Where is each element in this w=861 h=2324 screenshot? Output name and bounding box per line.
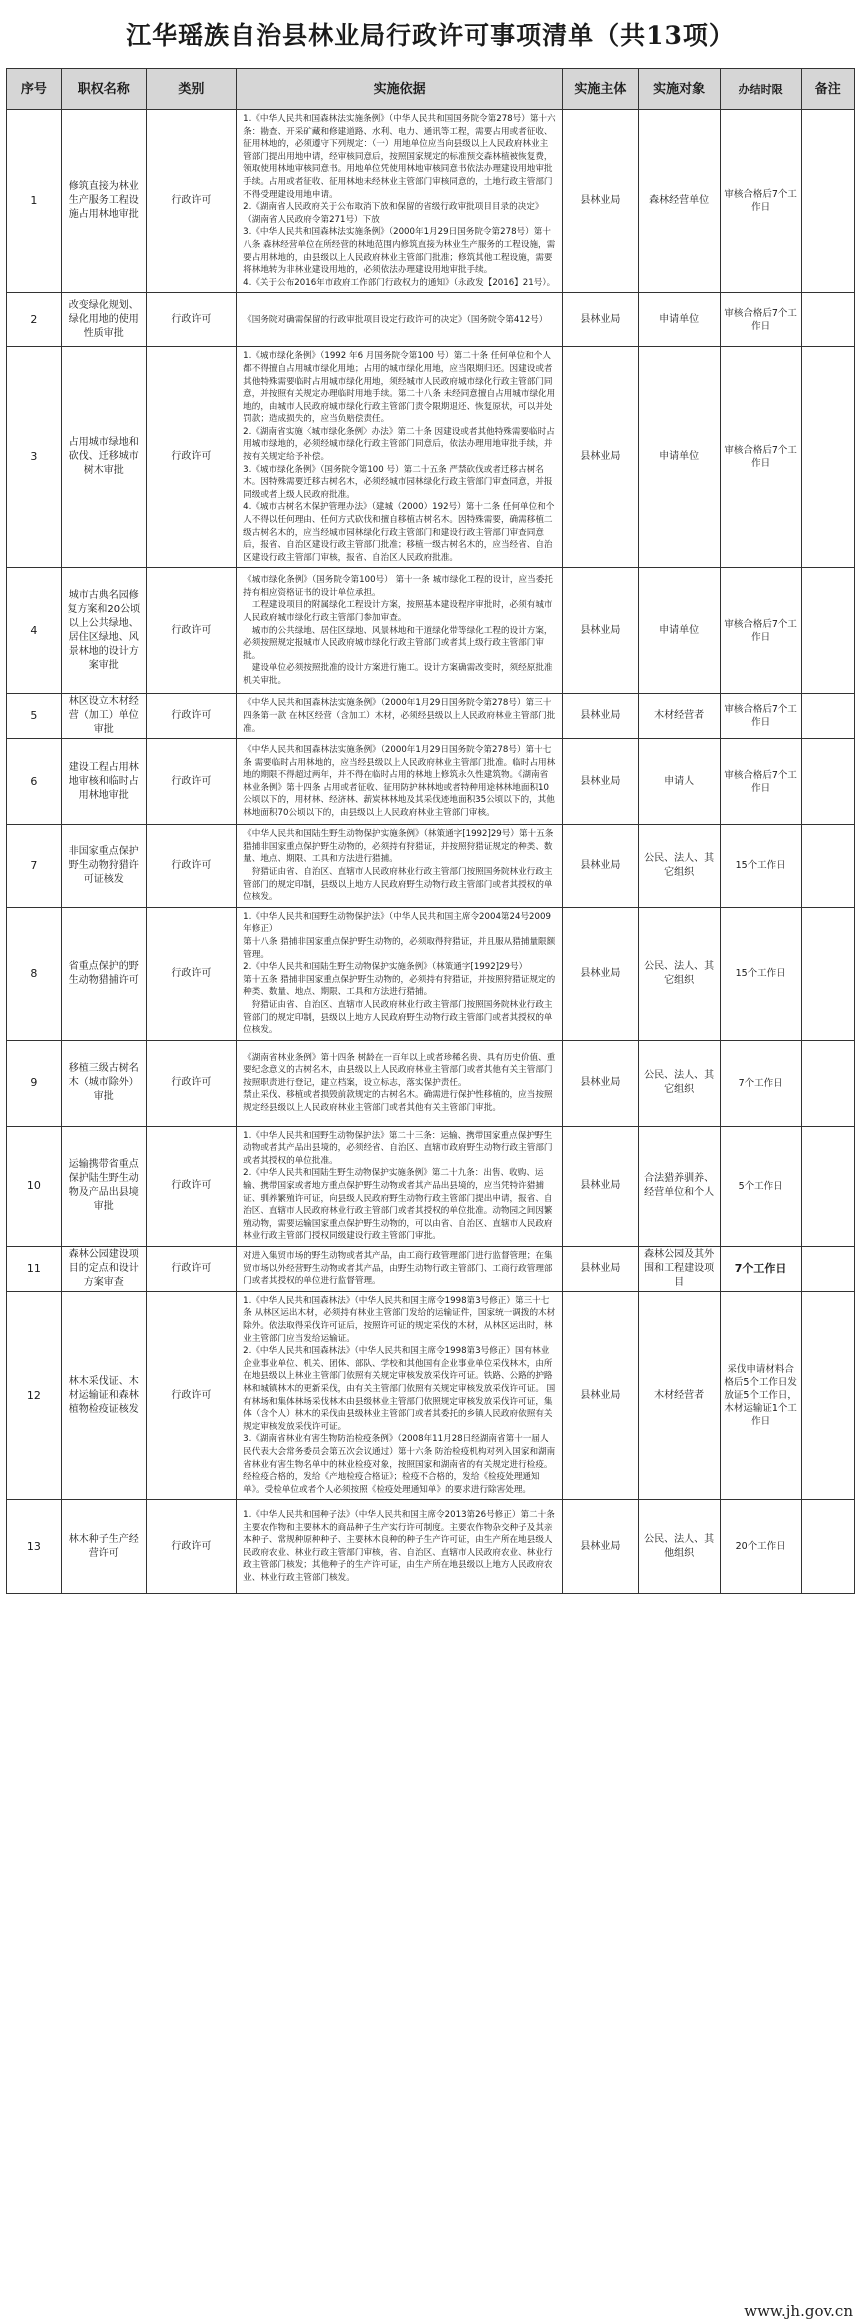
table-row xyxy=(7,907,855,1040)
row-object: 木材经营者 xyxy=(638,694,720,739)
row-category: 行政许可 xyxy=(146,1247,236,1292)
row-remark xyxy=(801,739,854,825)
row-object: 申请人 xyxy=(638,739,720,825)
row-basis: 1.《中华人民共和国森林法》（中华人民共和国主席令1998第3号修正）第三十七条 从林区运出木材，必须持有林业主管部门发给的运输证件，国家统一调拨的木材除外。依法取得采伐许可证后，按照许可证的规定采伐的木材，从林区运出时，林业主管部门应当发给运输证。 2.《中华人民共和国森林法》（中华人民共和国主席令1998第3号修正）国有林业企业事业单位、机关、团体、部队、学校和其他国有企业事业单位采伐林木，由所在地县级以上林业主管部门依照有关规定审核发放采伐许可证。铁路、公路的护路林和城镇林木的更新采伐，由有关主管部门依照有关规定审核发放采伐许可证。 国有林场和集体林场采伐林木由县级林业主管部门依照规定审核发放采伐许可证，集体（含个人）林木的采伐由县级林业主管部门或者其委托的乡镇人民政府依照有关规定审核发放采伐许可证。 3.《湖南省林业有害生物防治检疫条例》（2008年11月28日经湖南省第十一届人民代表大会常务委员会第五次会议通过）第十六条 防治检疫机构对列入国家和湖南省林业有害生物名单中的林业检疫对象，按照国家和湖南省的有关规定进行检疫。经检疫合格的，发给《产地检疫合格证》；检疫不合格的，发给《检疫处理通知单》。受检单位或者个人必须按照《检疫处理通知单》的要求进行除害处理。 xyxy=(237,1291,563,1500)
row-object: 公民、法人、其它组织 xyxy=(638,825,720,908)
page-title: 江华瑶族自治县林业局行政许可事项清单（共13项） xyxy=(126,21,735,50)
row-no: 2 xyxy=(7,293,62,347)
row-no: 9 xyxy=(7,1040,62,1126)
row-subject: 县林业局 xyxy=(563,1040,638,1126)
row-remark xyxy=(801,110,854,293)
row-no: 1 xyxy=(7,110,62,293)
table-row xyxy=(7,110,855,293)
row-basis: 1.《中华人民共和国森林法实施条例》（中华人民共和国国务院令第278号）第十六条：勘查、开采矿藏和修建道路、水利、电力、通讯等工程，需要占用或者征收、征用林地的，必须遵守下列规定：（一）用地单位应当向县级以上人民政府林业主管部门提出用地申请，经审核同意后，按照国家规定的标准预交森林植被恢复费，领取使用林地审核同意书。用地单位凭使用林地审核同意书依法办理建设用地审批手续。占用或者征收、征用林地未经林业主管部门审核同意的，土地行政主管部门不得受理建设用地申请。 2.《湖南省人民政府关于公布取消下放和保留的省级行政审批项目目录的决定》（湖南省人民政府令第271号）下放 3.《中华人民共和国森林法实施条例》（2000年1月29日国务院令第278号）第十八条 森林经营单位在所经营的林地范围内修筑直接为林业生产服务的工程设施，需要占用林地的，由县级以上人民政府林业主管部门批准；修筑其他工程设施，需要将林地转为非林业建设用地的，必须依法办理建设用地审批手续。 4.《关于公布2016年市政府工作部门行政权力的通知》（永政发【2016】21号）。 xyxy=(237,110,563,293)
table-row xyxy=(7,568,855,694)
row-category: 行政许可 xyxy=(146,293,236,347)
row-no: 11 xyxy=(7,1247,62,1292)
row-subject: 县林业局 xyxy=(563,1126,638,1246)
row-time-limit: 审核合格后7个工作日 xyxy=(720,694,801,739)
row-category: 行政许可 xyxy=(146,1291,236,1500)
row-remark xyxy=(801,347,854,568)
row-basis: 1.《城市绿化条例》（1992 年6 月国务院令第100 号）第二十条 任何单位和个人都不得擅自占用城市绿化用地；占用的城市绿化用地，应当限期归还。因建设或者其他特殊需要临时占用城市绿化用地，须经城市人民政府城市绿化行政主管部门同意，并按照有关规定办理临时用地手续。第二十八条 未经同意擅自占用城市绿化用地的，由城市人民政府城市绿化行政主管部门责令限期退还、恢复原状，可以并处罚款；造成损失的，应当负赔偿责任。 2.《湖南省实施〈城市绿化条例〉办法》第二十条 因建设或者其他特殊需要临时占用城市绿地的，必须经城市绿化行政主管部门同意后，依法办理用地审批手续，并按有关规定给予补偿。 3.《城市绿化条例》（国务院令第100 号）第二十五条 严禁砍伐或者迁移古树名木。因特殊需要迁移古树名木，必须经城市园林绿化行政主管部门审查同意，并报同级或者上级人民政府批准。 4.《城市古树名木保护管理办法》（建城（2000）192号）第十二条 任何单位和个人不得以任何理由、任何方式砍伐和擅自移植古树名木。因特殊需要，确需移植二级古树名木的，应当经城市园林绿化行政主管部门和建设行政主管部门审查同意后，报省、自治区建设行政主管部门批准；移植一级古树名木的，应当经省、自治区建设行政主管部门审核，报省、自治区人民政府批准。 xyxy=(237,347,563,568)
row-time-limit: 7个工作日 xyxy=(720,1040,801,1126)
row-no: 13 xyxy=(7,1500,62,1594)
row-time-limit: 采伐申请材料合格后5个工作日发放证5个工作日，木材运输证1个工作日 xyxy=(720,1291,801,1500)
row-object: 合法猎养驯养、经营单位和个人 xyxy=(638,1126,720,1246)
row-time-limit: 15个工作日 xyxy=(720,825,801,908)
row-remark xyxy=(801,907,854,1040)
header-time-limit: 办结时限 xyxy=(720,69,801,110)
row-category: 行政许可 xyxy=(146,110,236,293)
row-no: 4 xyxy=(7,568,62,694)
row-object: 公民、法人、其它组织 xyxy=(638,907,720,1040)
row-basis: 《中华人民共和国陆生野生动物保护实施条例》（林策通字[1992]29号）第十五条 猎捕非国家重点保护野生动物的，必须持有狩猎证，并按照狩猎证规定的种类、数量、地点、期限、工具和方法进行猎捕。 狩猎证由省、自治区、直辖市人民政府林业行政主管部门按照国务院林业行政主管部门的规定印制，县级以上地方人民政府野生动物行政主管部门或者其授权的单位核发。 xyxy=(237,825,563,908)
row-name: 林木采伐证、木材运输证和森林植物检疫证核发 xyxy=(61,1291,146,1500)
row-no: 10 xyxy=(7,1126,62,1246)
row-name: 占用城市绿地和砍伐、迁移城市树木审批 xyxy=(61,347,146,568)
row-basis: 《中华人民共和国森林法实施条例》（2000年1月29日国务院令第278号）第十七条 需要临时占用林地的，应当经县级以上人民政府林业主管部门批准。临时占用林地的期限不得超过两年，并不得在临时占用的林地上修筑永久性建筑物。《湖南省林业条例》第十四条 占用或者征收、征用防护林林地或者特种用途林林地面积10公顷以下的，用材林、经济林、薪炭林林地及其采伐迹地面积35公顷以下的，其他林地面积70公顷以下的，由县级以上人民政府林业主管部门审核。 xyxy=(237,739,563,825)
row-subject: 县林业局 xyxy=(563,110,638,293)
row-subject: 县林业局 xyxy=(563,907,638,1040)
row-subject: 县林业局 xyxy=(563,1500,638,1594)
table-row xyxy=(7,1040,855,1126)
row-object: 申请单位 xyxy=(638,347,720,568)
row-no: 5 xyxy=(7,694,62,739)
row-basis: 《中华人民共和国森林法实施条例》（2000年1月29日国务院令第278号）第三十四条第一款 在林区经营（含加工）木材，必须经县级以上人民政府林业主管部门批准。 xyxy=(237,694,563,739)
row-object: 申请单位 xyxy=(638,293,720,347)
table-row xyxy=(7,739,855,825)
row-subject: 县林业局 xyxy=(563,1247,638,1292)
row-name: 森林公园建设项目的定点和设计方案审查 xyxy=(61,1247,146,1292)
row-remark xyxy=(801,1247,854,1292)
row-category: 行政许可 xyxy=(146,1126,236,1246)
table-row xyxy=(7,825,855,908)
row-object: 公民、法人、其它组织 xyxy=(638,1040,720,1126)
row-subject: 县林业局 xyxy=(563,694,638,739)
row-category: 行政许可 xyxy=(146,1040,236,1126)
table-row xyxy=(7,347,855,568)
row-name: 省重点保护的野生动物猎捕许可 xyxy=(61,907,146,1040)
row-basis: 《国务院对确需保留的行政审批项目设定行政许可的决定》（国务院令第412号） xyxy=(237,293,563,347)
header-remark: 备注 xyxy=(801,69,854,110)
row-time-limit: 审核合格后7个工作日 xyxy=(720,739,801,825)
header-name: 职权名称 xyxy=(61,69,146,110)
row-time-limit: 5个工作日 xyxy=(720,1126,801,1246)
row-remark xyxy=(801,1500,854,1594)
row-remark xyxy=(801,1291,854,1500)
table-row xyxy=(7,694,855,739)
row-name: 林木种子生产经营许可 xyxy=(61,1500,146,1594)
row-time-limit: 审核合格后7个工作日 xyxy=(720,347,801,568)
permit-table xyxy=(6,68,855,1594)
row-no: 8 xyxy=(7,907,62,1040)
row-category: 行政许可 xyxy=(146,694,236,739)
row-category: 行政许可 xyxy=(146,907,236,1040)
row-time-limit: 审核合格后7个工作日 xyxy=(720,568,801,694)
row-basis: 《城市绿化条例》（国务院令第100号） 第十一条 城市绿化工程的设计，应当委托持有相应资格证书的设计单位承担。 工程建设项目的附属绿化工程设计方案，按照基本建设程序审批时，必须有城市人民政府城市绿化行政主管部门参加审查。 城市的公共绿地、居住区绿地、风景林地和干道绿化带等绿化工程的设计方案，必须按照规定报城市人民政府城市绿化行政主管部门或者其上级行政主管部门审批。 建设单位必须按照批准的设计方案进行施工。设计方案确需改变时，须经原批准机关审批。 xyxy=(237,568,563,694)
row-object: 森林经营单位 xyxy=(638,110,720,293)
row-remark xyxy=(801,293,854,347)
row-time-limit: 审核合格后7个工作日 xyxy=(720,293,801,347)
row-no: 7 xyxy=(7,825,62,908)
row-subject: 县林业局 xyxy=(563,347,638,568)
row-object: 公民、法人、其他组织 xyxy=(638,1500,720,1594)
row-remark xyxy=(801,568,854,694)
table-row xyxy=(7,1126,855,1246)
row-name: 移植三级古树名木（城市除外）审批 xyxy=(61,1040,146,1126)
row-object: 森林公园及其外围和工程建设项目 xyxy=(638,1247,720,1292)
row-category: 行政许可 xyxy=(146,1500,236,1594)
table-row xyxy=(7,293,855,347)
row-name: 林区设立木材经营（加工）单位审批 xyxy=(61,694,146,739)
table-header-row xyxy=(7,69,855,110)
row-no: 12 xyxy=(7,1291,62,1500)
row-object: 木材经营者 xyxy=(638,1291,720,1500)
header-subject: 实施主体 xyxy=(563,69,638,110)
row-category: 行政许可 xyxy=(146,347,236,568)
row-name: 运输携带省重点保护陆生野生动物及产品出县境审批 xyxy=(61,1126,146,1246)
row-remark xyxy=(801,825,854,908)
row-name: 非国家重点保护野生动物狩猎许可证核发 xyxy=(61,825,146,908)
row-time-limit: 15个工作日 xyxy=(720,907,801,1040)
header-category: 类别 xyxy=(146,69,236,110)
row-subject: 县林业局 xyxy=(563,1291,638,1500)
row-basis: 1.《中华人民共和国野生动物保护法》第二十三条：运输、携带国家重点保护野生动物或者其产品出县境的，必须经省、自治区、直辖市政府野生动物行政主管部门或者其授权的单位批准。 2.《中华人民共和国陆生野生动物保护实施条例》第二十九条：出售、收购、运输、携带国家或者地方重点保护野生动物或者其产品出县境的，应当凭特许猎捕证、驯养繁殖许可证，向县级人民政府野生动物行政主管部门提出申请，报省、自治区、直辖市人民政府林业行政主管部门或者其授权的单位批准。动物园之间因繁殖动物，需要运输国家重点保护野生动物的，可以由省、自治区、直辖市人民政府林业行政主管部门授权同级建设行政主管部门审批。 xyxy=(237,1126,563,1246)
row-basis: 1.《中华人民共和国种子法》（中华人民共和国主席令2013第26号修正）第二十条 主要农作物和主要林木的商品种子生产实行许可制度。主要农作物杂交种子及其亲本种子、常规种原种种子、主要林木良种的种子生产许可证，由生产所在地县级人民政府农业、林业行政主管部门审核，省、自治区、直辖市人民政府农业、林业行政主管部门核发；其他种子的生产许可证，由生产所在地县级以上地方人民政府农业、林业行政主管部门核发。 xyxy=(237,1500,563,1594)
row-no: 3 xyxy=(7,347,62,568)
row-remark xyxy=(801,694,854,739)
row-subject: 县林业局 xyxy=(563,293,638,347)
row-time-limit: 20个工作日 xyxy=(720,1500,801,1594)
row-category: 行政许可 xyxy=(146,739,236,825)
website-footer[interactable]: www.jh.gov.cn xyxy=(744,2302,853,2320)
header-object: 实施对象 xyxy=(638,69,720,110)
row-subject: 县林业局 xyxy=(563,568,638,694)
table-row xyxy=(7,1247,855,1292)
row-category: 行政许可 xyxy=(146,825,236,908)
row-object: 申请单位 xyxy=(638,568,720,694)
row-name: 城市古典名园修复方案和20公顷以上公共绿地、居住区绿地、风景林地的设计方案审批 xyxy=(61,568,146,694)
header-no: 序号 xyxy=(7,69,62,110)
row-name: 建设工程占用林地审核和临时占用林地审批 xyxy=(61,739,146,825)
row-basis: 1.《中华人民共和国野生动物保护法》（中华人民共和国主席令2004第24号2009年修正） 第十八条 猎捕非国家重点保护野生动物的，必须取得狩猎证，并且服从猎捕量限额管理。 2.《中华人民共和国陆生野生动物保护实施条例》（林策通字[1992]29号） 第十五条 猎捕非国家重点保护野生动物的，必须持有狩猎证，并按照狩猎证规定的种类、数量、地点、期限、工具和方法进行猎捕。 狩猎证由省、自治区、直辖市人民政府林业行政主管部门按照国务院林业行政主管部门的规定印制，县级以上地方人民政府野生动物行政主管部门或者其授权的单位核发。 xyxy=(237,907,563,1040)
table-row xyxy=(7,1500,855,1594)
row-name: 改变绿化规划、绿化用地的使用性质审批 xyxy=(61,293,146,347)
table-row xyxy=(7,1291,855,1500)
row-remark xyxy=(801,1126,854,1246)
row-time-limit: 审核合格后7个工作日 xyxy=(720,110,801,293)
row-subject: 县林业局 xyxy=(563,825,638,908)
row-no: 6 xyxy=(7,739,62,825)
row-basis: 对进入集贸市场的野生动物或者其产品，由工商行政管理部门进行监督管理；在集贸市场以外经营野生动物或者其产品，由野生动物行政主管部门、工商行政管理部门或者其授权的单位进行监督管理。 xyxy=(237,1247,563,1292)
row-name: 修筑直接为林业生产服务工程设施占用林地审批 xyxy=(61,110,146,293)
row-category: 行政许可 xyxy=(146,568,236,694)
row-remark xyxy=(801,1040,854,1126)
row-basis: 《湖南省林业条例》第十四条 树龄在一百年以上或者珍稀名贵、具有历史价值、重要纪念意义的古树名木，由县级以上人民政府林业主管部门或者其他有关主管部门按照职责进行登记，建立档案，设立标志，落实保护责任。 禁止采伐、移植或者损毁前款规定的古树名木。确需进行保护性移植的，应当按照规定经县级以上人民政府林业主管部门或者其他有关主管部门审批。 xyxy=(237,1040,563,1126)
header-basis: 实施依据 xyxy=(237,69,563,110)
row-time-limit: 7个工作日 xyxy=(720,1247,801,1292)
row-subject: 县林业局 xyxy=(563,739,638,825)
